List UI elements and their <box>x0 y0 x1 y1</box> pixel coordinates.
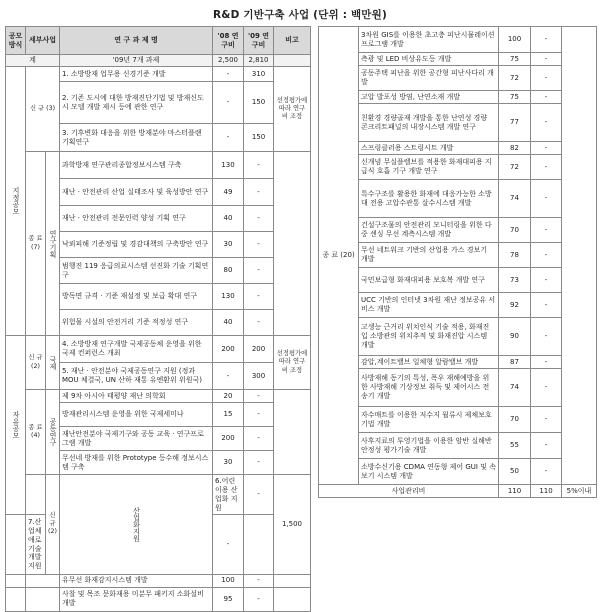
budget-09: - <box>531 53 562 66</box>
note-selection: 선정평가에 따라 연구비 조정 <box>274 67 311 152</box>
task-row: 국민보급형 화재대피용 보호복 개발 연구 <box>359 268 499 293</box>
task-row: 건설구조물의 안전관리 모니터링을 위한 다중 센싱 무선 계측시스템 개발 <box>359 218 499 243</box>
sub-new-2b: 신 규 (2) <box>46 475 60 575</box>
budget-09: - <box>531 318 562 356</box>
budget-08: 87 <box>499 356 531 369</box>
note-selection: 선정평가에 따라 연구비 조정 <box>274 336 311 390</box>
task-row: 재난 · 안전관리 산업 실태조사 및 육성방안 연구 <box>60 179 213 206</box>
budget-09: - <box>244 206 274 232</box>
budget-08: 95 <box>213 587 244 611</box>
task-row: 친환경 경량골재 개발을 통한 난연성 경량 콘크리트패널의 내장시스템 개발 연구 <box>359 104 499 142</box>
management-cost-label: 사업관리비 <box>319 485 499 498</box>
budget-09: 310 <box>244 67 274 82</box>
budget-08: 200 <box>213 427 244 451</box>
budget-09: 150 <box>244 124 274 152</box>
task-row: 측광 및 LED 비상유도등 개발 <box>359 53 499 66</box>
budget-09: - <box>244 390 274 403</box>
sub-closed-4: 종 료 (4) <box>26 390 46 475</box>
group-closed-20: 종 료 (20) <box>319 27 359 485</box>
task-row: 4. 소방방재 연구개발 국제공동체 운영을 위한 국제 컨퍼런스 개최 <box>60 336 213 363</box>
task-row: 제 9차 아시아 태평양 재난 의학회 <box>60 390 213 403</box>
budget-09: - <box>244 152 274 179</box>
budget-09: - <box>244 310 274 336</box>
budget-09: - <box>531 243 562 268</box>
task-row: 6.어린이용 산업화 지원 <box>213 475 244 515</box>
budget-09: - <box>244 587 274 611</box>
header-budget-08: '08 연구비 <box>213 27 244 55</box>
budget-08: 30 <box>213 232 244 258</box>
budget-08: 78 <box>499 243 531 268</box>
task-row: 과학방재 연구관리종합정보시스템 구축 <box>60 152 213 179</box>
task-row: 5. 재난 · 안전분야 국제공동연구 지원 (정과 MOU 체결국, UN 산하 재통 유엔환위 위원국) <box>60 363 213 390</box>
task-row: 유무선 화재감지시스템 개발 <box>60 574 213 587</box>
task-row: 사방재해 동기의 특성, 폭우 재해예방을 위한 사방재해 기상정보 취득 및 제어시스 전송기 개발 <box>359 369 499 407</box>
task-row: 재난안전분야 국제기구와 공동 교육 · 연구프로그램 개발 <box>60 427 213 451</box>
budget-08: 77 <box>499 104 531 142</box>
sub-new-2: 신 규 (2) <box>26 336 46 390</box>
budget-08: 90 <box>499 318 531 356</box>
header-method: 공모방식 <box>6 27 26 55</box>
sub-joint-research: 공동연구 <box>46 390 60 475</box>
task-row: 3차원 GIS를 이용한 초고층 피난시뮬레이션 프로그램 개발 <box>359 27 499 53</box>
budget-09-merged: 1,500 <box>274 475 311 575</box>
budget-08: 130 <box>213 284 244 310</box>
group-open: 자유공모 <box>6 336 26 515</box>
budget-08: 200 <box>213 336 244 363</box>
budget-09: - <box>244 427 274 451</box>
sub-international: 국제 <box>46 336 60 390</box>
total-label: 계 <box>6 55 60 67</box>
budget-08: 70 <box>499 407 531 433</box>
budget-09: 200 <box>244 336 274 363</box>
task-row: 고생능 근거리 위치인식 기술 적용, 화재진입 소방관의 위치추적 및 화재진압 시스템 개발 <box>359 318 499 356</box>
budget-09: - <box>244 451 274 475</box>
budget-09: - <box>244 284 274 310</box>
budget-08: 130 <box>213 152 244 179</box>
budget-09: - <box>531 459 562 485</box>
budget-08: 49 <box>213 179 244 206</box>
task-row: 범행진 119 응급의료시스템 선진화 기술 기획연구 <box>60 258 213 284</box>
task-row: 공동주택 피난을 위한 공간형 피난사다리 개발 <box>359 66 499 91</box>
budget-09: - <box>531 155 562 180</box>
management-cost-09: 110 <box>531 485 562 498</box>
task-row: 사후지료의 투영기법을 이용한 암반 실해반 안정성 평가기술 개발 <box>359 433 499 459</box>
budget-08: 55 <box>499 433 531 459</box>
budget-08: 50 <box>499 459 531 485</box>
budget-08: - <box>213 124 244 152</box>
budget-08: 80 <box>213 258 244 284</box>
budget-09: - <box>531 104 562 142</box>
budget-08: - <box>244 475 274 515</box>
budget-09: - <box>531 433 562 459</box>
budget-table-right <box>318 26 597 498</box>
header-note: 비고 <box>274 27 311 55</box>
management-cost-08: 110 <box>499 485 531 498</box>
task-row: 1. 소방방재 업무용 신경기준 개발 <box>60 67 213 82</box>
budget-09: 300 <box>244 363 274 390</box>
budget-08: 20 <box>213 390 244 403</box>
task-row: 감압,계이트밸브 일체형 알람밸브 개발 <box>359 356 499 369</box>
task-row: 재난 · 안전관리 전문인력 양성 기획 연구 <box>60 206 213 232</box>
sub-new-3: 신 규 (3) <box>26 67 60 152</box>
budget-09: - <box>531 66 562 91</box>
budget-08: 30 <box>213 451 244 475</box>
total-desc: '09년 7개 과제 <box>60 55 213 67</box>
budget-09: - <box>244 179 274 206</box>
task-row: 소방수신기용 CDMA 연동형 제어 GUI 및 속보기 시스템 개발 <box>359 459 499 485</box>
group-designated: 지정공모 <box>6 67 26 336</box>
budget-08: 100 <box>499 27 531 53</box>
task-row: 7.산업체 애로기술 개발 지원 <box>26 515 46 574</box>
budget-09: - <box>531 91 562 104</box>
budget-09: - <box>244 403 274 427</box>
task-row: 스프링클러용 스트링시트 개발 <box>359 142 499 155</box>
budget-08: - <box>213 82 244 124</box>
budget-08: 73 <box>499 268 531 293</box>
budget-09: - <box>531 27 562 53</box>
task-row: 무선 네트워크 기반의 산업용 가스 경보기 개발 <box>359 243 499 268</box>
budget-08: 75 <box>499 91 531 104</box>
task-row: 자수매트를 이용한 저수지 월류시 제체보호기법 개발 <box>359 407 499 433</box>
budget-08: 92 <box>499 293 531 318</box>
budget-08: 72 <box>499 155 531 180</box>
header-subproject: 세부사업 <box>26 27 60 55</box>
header-task-name: 연 구 과 제 명 <box>60 27 213 55</box>
task-row: 고압 발포성 방염, 난연소재 개발 <box>359 91 499 104</box>
budget-09: - <box>531 142 562 155</box>
total-budget-09: 2,810 <box>244 55 274 67</box>
budget-09: - <box>531 293 562 318</box>
budget-08: - <box>213 363 244 390</box>
budget-08: 40 <box>213 310 244 336</box>
sub-industrialization: 산업화지원 <box>60 475 213 575</box>
budget-08: - <box>213 67 244 82</box>
task-row: UCC 기반의 인터넷 3차원 재난 정보공유 서비스 개발 <box>359 293 499 318</box>
budget-08: 74 <box>499 180 531 218</box>
budget-08: 70 <box>499 218 531 243</box>
budget-table-left <box>5 26 311 612</box>
budget-08: 15 <box>213 403 244 427</box>
budget-09: - <box>531 268 562 293</box>
page-title: R&D 기반구축 사업 (단위 : 백만원) <box>212 9 387 21</box>
budget-09: - <box>244 258 274 284</box>
budget-09: - <box>531 218 562 243</box>
budget-08: 82 <box>499 142 531 155</box>
header-budget-09: '09 연구비 <box>244 27 274 55</box>
management-cost-note: 5%이내 <box>562 485 597 498</box>
task-row: 특수구조를 활용한 화재에 대응가능한 소방대 전용 고압수관통 살수시스템 개발 <box>359 180 499 218</box>
budget-08: 100 <box>213 574 244 587</box>
task-row: 3. 기후변화 대응을 위한 방재분야 마스터플랜 기획연구 <box>60 124 213 152</box>
task-row: 위험물 시설의 안전거리 기준 적정성 연구 <box>60 310 213 336</box>
task-row: 무선네 방재를 위한 Prototype 등수해 정보시스템 구축 <box>60 451 213 475</box>
budget-08: - <box>213 515 244 574</box>
budget-09: 150 <box>244 82 274 124</box>
total-budget-08: 2,500 <box>213 55 244 67</box>
budget-09: - <box>244 232 274 258</box>
budget-09: - <box>531 407 562 433</box>
budget-09: - <box>531 369 562 407</box>
task-row: 2. 기존 도시에 대한 방재진단기법 및 방재신도시 모델 개발 제시 등에 관한 연구 <box>60 82 213 124</box>
budget-08: 75 <box>499 53 531 66</box>
budget-09: - <box>531 356 562 369</box>
task-row: 낙뢰피해 기준정립 및 경감대책의 구축방안 연구 <box>60 232 213 258</box>
task-row: 방독면 규격 · 기준 재설정 및 보급 확대 연구 <box>60 284 213 310</box>
budget-08: 72 <box>499 66 531 91</box>
task-row: 신개념 무실플렐브를 적용한 화재대피용 지급식 호흡 기구 개발 연구 <box>359 155 499 180</box>
task-row: 방재관리시스템 운영을 위한 국제세미나 <box>60 403 213 427</box>
budget-09: - <box>244 574 274 587</box>
sub-research-planning: 연구기획 <box>46 152 60 336</box>
budget-08: 40 <box>213 206 244 232</box>
task-row: 사찰 및 목조 문화재용 미분무 패키지 소화설비 개발 <box>60 587 213 611</box>
budget-08: 74 <box>499 369 531 407</box>
budget-09: - <box>531 180 562 218</box>
sub-closed-7: 종 료 (7) <box>26 152 46 336</box>
